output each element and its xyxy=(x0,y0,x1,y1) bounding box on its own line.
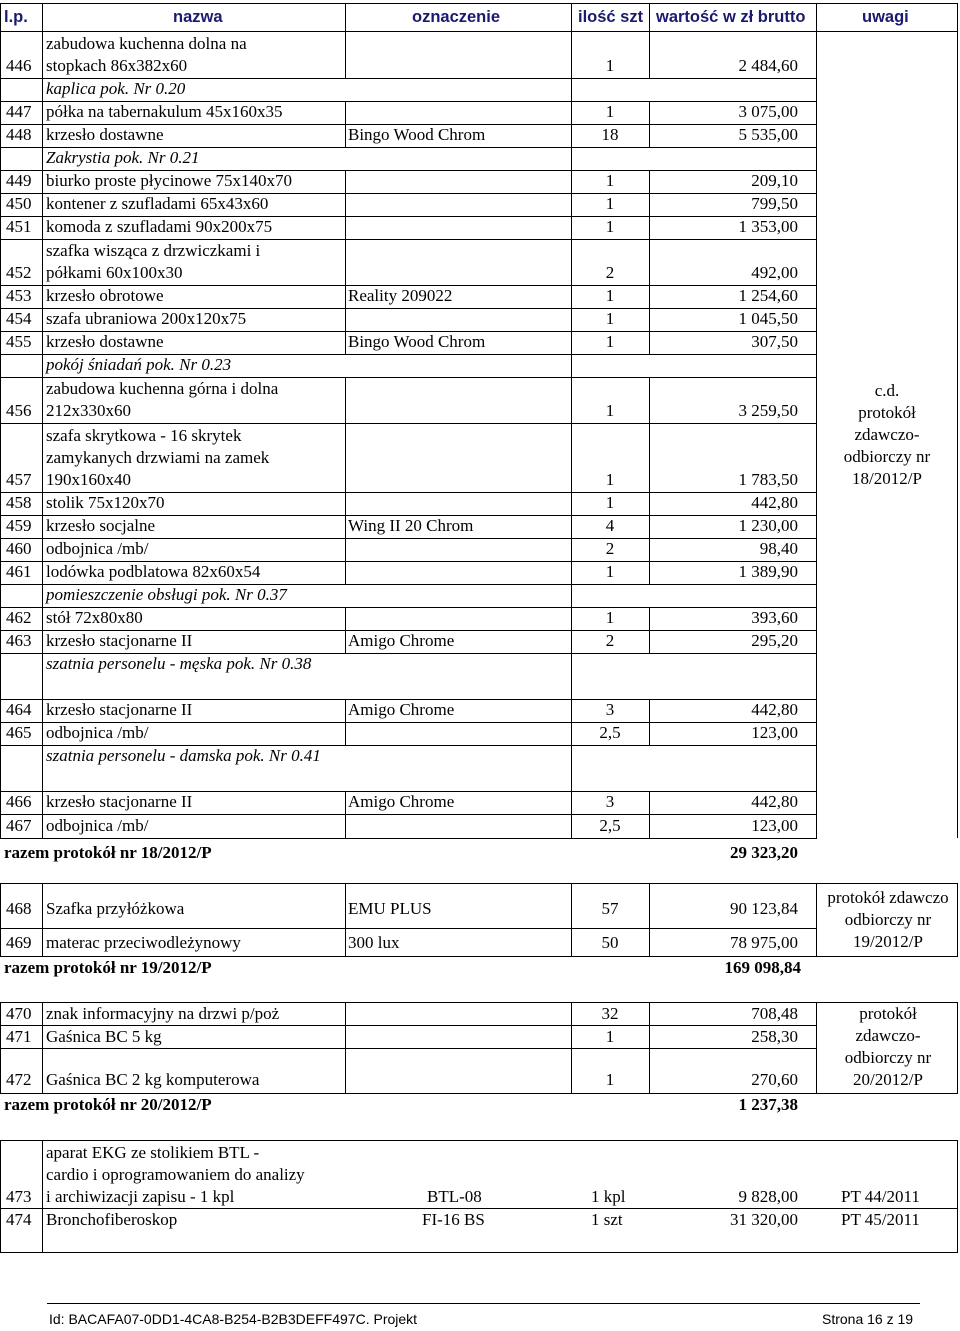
row-lp: 467 xyxy=(6,816,32,835)
total-value-20: 1 237,38 xyxy=(738,1095,798,1114)
row-wartosc: 123,00 xyxy=(751,723,798,742)
row-nazwa-line: i archiwizacji zapisu - 1 kpl xyxy=(46,1187,235,1206)
row-wartosc: 307,50 xyxy=(751,332,798,351)
row-ilosc: 18 xyxy=(601,125,619,144)
row-ilosc: 2 xyxy=(605,631,615,650)
row-nazwa-line: stolik 75x120x70 xyxy=(46,493,165,512)
row-wartosc: 1 045,50 xyxy=(738,309,798,328)
row-nazwa-line: odbojnica /mb/ xyxy=(46,723,149,742)
remark-line: 20/2012/P xyxy=(853,1070,923,1089)
row-lp: 468 xyxy=(6,899,32,918)
row-oznaczenie: Amigo Chrome xyxy=(348,792,455,811)
remark-line: protokół zdawczo xyxy=(827,888,949,907)
row-nazwa-line: półka na tabernakulum 45x160x35 xyxy=(46,102,283,121)
row-oznaczenie: Bingo Wood Chrom xyxy=(348,125,486,144)
row-wartosc: 799,50 xyxy=(751,194,798,213)
remark-line: zdawczo- xyxy=(854,425,920,444)
header-ilosc: ilość szt xyxy=(578,7,644,26)
row-wartosc: 1 783,50 xyxy=(738,470,798,489)
section-heading: szatnia personelu - męska pok. Nr 0.38 xyxy=(46,654,312,673)
footer-rule xyxy=(47,1303,920,1304)
row-wartosc: 31 320,00 xyxy=(730,1210,798,1229)
row-wartosc: 5 535,00 xyxy=(738,125,798,144)
row-ilosc: 4 xyxy=(605,516,615,535)
row-lp: 466 xyxy=(6,792,32,811)
row-ilosc: 1 xyxy=(605,194,615,213)
remarks-protocol-20 xyxy=(818,1003,958,1091)
row-lp: 449 xyxy=(6,171,32,190)
row-nazwa-line: szafka wisząca z drzwiczkami i xyxy=(46,241,261,260)
row-wartosc: 442,80 xyxy=(751,792,798,811)
row-lp: 448 xyxy=(6,125,32,144)
remark-line: zdawczo- xyxy=(855,1026,921,1045)
row-ilosc: 1 xyxy=(605,608,615,627)
row-oznaczenie: Bingo Wood Chrom xyxy=(348,332,486,351)
row-lp: 454 xyxy=(6,309,32,328)
footer-id: Id: BACAFA07-0DD1-4CA8-B254-B2B3DEFF497C. Projekt xyxy=(49,1311,418,1327)
row-nazwa-line: odbojnica /mb/ xyxy=(46,816,149,835)
row-wartosc: 98,40 xyxy=(759,539,798,558)
total-label-19: razem protokół nr 19/2012/P xyxy=(4,958,212,977)
row-oznaczenie: EMU PLUS xyxy=(348,899,432,918)
row-wartosc: 295,20 xyxy=(751,631,798,650)
row-nazwa-line: krzesło dostawne xyxy=(46,332,164,351)
remark-line: odbiorczy nr xyxy=(844,910,932,929)
row-wartosc: 2 484,60 xyxy=(738,56,798,75)
row-nazwa-line: szafa ubraniowa 200x120x75 xyxy=(46,309,247,328)
row-lp: 460 xyxy=(6,539,32,558)
row-ilosc: 3 xyxy=(605,792,615,811)
row-ilosc: 1 kpl xyxy=(591,1187,626,1206)
remark-line: odbiorczy nr xyxy=(844,1048,932,1067)
row-ilosc: 1 xyxy=(605,1027,615,1046)
row-nazwa-line: 212x330x60 xyxy=(46,401,131,420)
row-nazwa-line: krzesło stacjonarne II xyxy=(46,792,193,811)
row-wartosc: 258,30 xyxy=(751,1027,798,1046)
total-label-20: razem protokół nr 20/2012/P xyxy=(4,1095,212,1114)
row-ilosc: 3 xyxy=(605,700,615,719)
row-ilosc: 2,5 xyxy=(599,723,621,742)
row-nazwa: materac przeciwodleżynowy xyxy=(46,933,241,952)
row-nazwa-line: lodówka podblatowa 82x60x54 xyxy=(46,562,261,581)
total-value-19: 169 098,84 xyxy=(724,958,801,977)
row-wartosc: 1 353,00 xyxy=(738,217,798,236)
row-nazwa-line: krzesło obrotowe xyxy=(46,286,164,305)
row-ilosc: 50 xyxy=(601,933,619,952)
header-uwagi: uwagi xyxy=(862,7,909,26)
row-ilosc: 1 xyxy=(605,401,615,420)
row-lp: 451 xyxy=(6,217,32,236)
remark-line: 18/2012/P xyxy=(852,469,922,488)
section-heading: kaplica pok. Nr 0.20 xyxy=(46,79,186,98)
row-lp: 453 xyxy=(6,286,32,305)
remark-line: protokół xyxy=(859,1004,917,1023)
row-ilosc: 1 xyxy=(605,493,615,512)
row-oznaczenie: BTL-08 xyxy=(427,1187,482,1206)
row-lp: 459 xyxy=(6,516,32,535)
remark-line: protokół xyxy=(858,403,916,422)
row-nazwa-line: zamykanych drzwiami na zamek xyxy=(46,448,270,467)
row-lp: 473 xyxy=(6,1187,32,1206)
row-nazwa-line: komoda z szufladami 90x200x75 xyxy=(46,217,273,236)
row-wartosc: 9 828,00 xyxy=(738,1187,798,1206)
row-nazwa-line: cardio i oprogramowaniem do analizy xyxy=(46,1165,305,1184)
row-nazwa-line: krzesło stacjonarne II xyxy=(46,631,193,650)
row-nazwa-line: stopkach 86x382x60 xyxy=(46,56,188,75)
remarks-protocol-18 xyxy=(818,380,956,490)
row-ilosc: 1 xyxy=(605,470,615,489)
row-wartosc: 123,00 xyxy=(751,816,798,835)
row-lp: 452 xyxy=(6,263,32,282)
row-nazwa-line: biurko proste płycinowe 75x140x70 xyxy=(46,171,292,190)
row-nazwa-line: Bronchofiberoskop xyxy=(46,1210,178,1229)
row-ilosc: 1 xyxy=(605,332,615,351)
remark-line: odbiorczy nr xyxy=(843,447,931,466)
row-nazwa-line: zabudowa kuchenna dolna na xyxy=(46,34,247,53)
row-nazwa: znak informacyjny na drzwi p/poż xyxy=(46,1004,280,1023)
row-uwagi: PT 44/2011 xyxy=(841,1187,920,1206)
row-ilosc: 1 xyxy=(605,217,615,236)
row-lp: 450 xyxy=(6,194,32,213)
section-heading: pokój śniadań pok. Nr 0.23 xyxy=(46,355,232,374)
section-heading: szatnia personelu - damska pok. Nr 0.41 xyxy=(46,746,321,765)
row-ilosc: 2 xyxy=(605,539,615,558)
header-oznaczenie: oznaczenie xyxy=(412,7,501,26)
row-ilosc: 1 xyxy=(605,286,615,305)
row-nazwa-line: krzesło dostawne xyxy=(46,125,164,144)
row-lp: 463 xyxy=(6,631,32,650)
footer-page: Strona 16 z 19 xyxy=(822,1311,914,1327)
row-wartosc: 492,00 xyxy=(751,263,798,282)
row-ilosc: 2 xyxy=(605,263,615,282)
row-lp: 457 xyxy=(6,470,32,489)
row-nazwa-line: kontener z szufladami 65x43x60 xyxy=(46,194,269,213)
row-wartosc: 442,80 xyxy=(751,493,798,512)
row-nazwa: Gaśnica BC 2 kg komputerowa xyxy=(46,1070,260,1089)
row-lp: 469 xyxy=(6,933,32,952)
row-wartosc: 209,10 xyxy=(751,171,798,190)
row-ilosc: 32 xyxy=(601,1004,619,1023)
row-ilosc: 2,5 xyxy=(599,816,621,835)
row-oznaczenie: Amigo Chrome xyxy=(348,631,455,650)
row-ilosc: 57 xyxy=(601,899,619,918)
row-lp: 446 xyxy=(6,56,32,75)
row-nazwa: Gaśnica BC 5 kg xyxy=(46,1027,162,1046)
row-lp: 465 xyxy=(6,723,32,742)
row-ilosc: 1 xyxy=(605,56,615,75)
row-nazwa-line: krzesło stacjonarne II xyxy=(46,700,193,719)
row-lp: 461 xyxy=(6,562,32,581)
row-uwagi: PT 45/2011 xyxy=(841,1210,920,1229)
row-ilosc: 1 szt xyxy=(591,1210,623,1229)
row-wartosc: 1 389,90 xyxy=(738,562,798,581)
row-lp: 462 xyxy=(6,608,32,627)
remarks-protocol-19 xyxy=(818,887,958,953)
row-lp: 456 xyxy=(6,401,32,420)
row-ilosc: 1 xyxy=(605,171,615,190)
row-oznaczenie: Amigo Chrome xyxy=(348,700,455,719)
row-wartosc: 1 254,60 xyxy=(738,286,798,305)
row-nazwa-line: szafa skrytkowa - 16 skrytek xyxy=(46,426,242,445)
total-value-18: 29 323,20 xyxy=(730,843,798,862)
row-ilosc: 1 xyxy=(605,1070,615,1089)
row-oznaczenie: FI-16 BS xyxy=(422,1210,485,1229)
row-ilosc: 1 xyxy=(605,562,615,581)
row-lp: 472 xyxy=(6,1070,32,1089)
row-lp: 470 xyxy=(6,1004,32,1023)
row-wartosc: 270,60 xyxy=(751,1070,798,1089)
row-ilosc: 1 xyxy=(605,309,615,328)
remark-line: c.d. xyxy=(874,381,900,400)
row-ilosc: 1 xyxy=(605,102,615,121)
row-lp: 471 xyxy=(6,1027,32,1046)
header-lp: l.p. xyxy=(4,7,28,26)
row-nazwa-line: aparat EKG ze stolikiem BTL - xyxy=(46,1143,260,1162)
row-nazwa-line: odbojnica /mb/ xyxy=(46,539,149,558)
total-label-18: razem protokół nr 18/2012/P xyxy=(4,843,212,862)
row-wartosc: 708,48 xyxy=(751,1004,798,1023)
remark-line: 19/2012/P xyxy=(853,932,923,951)
row-lp: 474 xyxy=(6,1210,32,1229)
section-heading: Zakrystia pok. Nr 0.21 xyxy=(46,148,200,167)
row-lp: 455 xyxy=(6,332,32,351)
row-nazwa: Szafka przyłóżkowa xyxy=(46,899,185,918)
row-nazwa-line: półkami 60x100x30 xyxy=(46,263,183,282)
row-wartosc: 90 123,84 xyxy=(730,899,798,918)
row-wartosc: 1 230,00 xyxy=(738,516,798,535)
row-nazwa-line: krzesło socjalne xyxy=(46,516,156,535)
header-wartosc: wartość w zł brutto xyxy=(656,7,806,26)
row-oznaczenie: Reality 209022 xyxy=(348,286,453,305)
row-lp: 447 xyxy=(6,102,32,121)
row-wartosc: 393,60 xyxy=(751,608,798,627)
row-nazwa-line: zabudowa kuchenna górna i dolna xyxy=(46,379,279,398)
row-nazwa-line: 190x160x40 xyxy=(46,470,131,489)
row-oznaczenie: Wing II 20 Chrom xyxy=(348,516,474,535)
header-nazwa: nazwa xyxy=(173,7,223,26)
row-lp: 464 xyxy=(6,700,32,719)
row-nazwa-line: stół 72x80x80 xyxy=(46,608,143,627)
row-wartosc: 442,80 xyxy=(751,700,798,719)
section-heading: pomieszczenie obsługi pok. Nr 0.37 xyxy=(46,585,287,604)
row-wartosc: 3 075,00 xyxy=(738,102,798,121)
row-lp: 458 xyxy=(6,493,32,512)
row-wartosc: 3 259,50 xyxy=(738,401,798,420)
row-oznaczenie: 300 lux xyxy=(348,933,400,952)
row-wartosc: 78 975,00 xyxy=(730,933,798,952)
